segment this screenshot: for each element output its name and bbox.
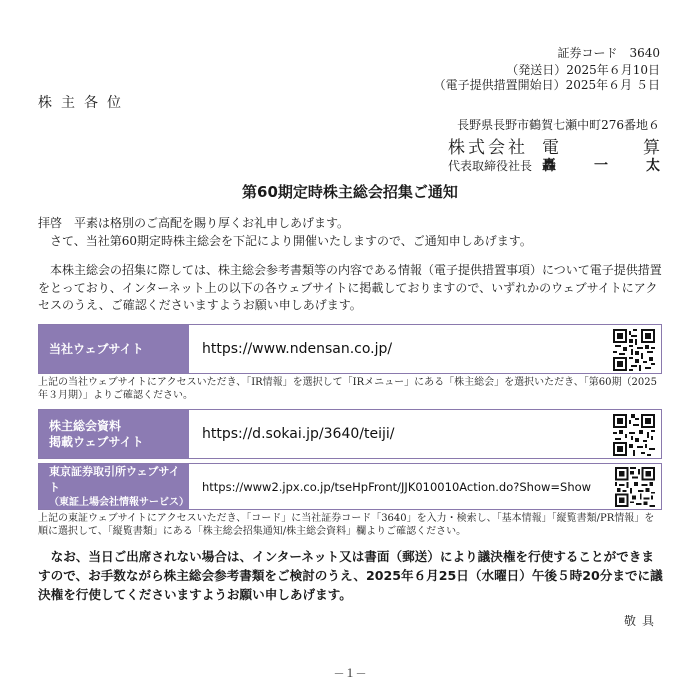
company-website-instructions: 上記の当社ウェブサイトにアクセスいただき、「IR情報」を選択して「IRメニュー」にある「株主総会」を選択いただき、「第60期（2025年３月期）」よりご確認ください。 — [38, 377, 657, 401]
notice-title: 第60期定時株主総会招集ご通知 — [242, 183, 458, 201]
tse-website-instructions: 上記の東証ウェブサイトにアクセスいただき、「コード」に当社証券コード「3640」を入力・検索し、「基本情報」「縦覧書類/PR情報」を順に選択して、「縦覧書類」にある「株主総会招集通知/株主総会資料」欄よりご確認ください。 — [38, 513, 655, 537]
tse-website-url[interactable]: https://www2.jpx.co.jp/tseHpFront/JJK010010Action.do?Show=Show — [202, 479, 592, 494]
meeting-materials-url[interactable]: https://d.sokai.jp/3640/teiji/ — [202, 426, 395, 442]
company-prefix: 株式会社 — [448, 138, 528, 158]
greeting-line: 拝啓 平素は格別のご高配を賜り厚くお礼申しあげます。 — [38, 216, 350, 230]
qr-code-icon — [615, 467, 655, 507]
provision-start-date: （電子提供措置開始日）2025年６月 ５日 — [433, 78, 660, 92]
securities-code: 証券コード 3640 — [557, 46, 660, 60]
addressee: 株主各位 — [38, 95, 130, 111]
president-line — [448, 155, 660, 175]
link-box-meeting-materials — [38, 409, 662, 459]
link-box-company-website — [38, 324, 662, 374]
company-address: 長野県長野市鶴賀七瀬中町276番地６ — [457, 118, 660, 132]
company-website-url[interactable]: https://www.ndensan.co.jp/ — [202, 341, 393, 357]
link-label-company-website: 当社ウェブサイト — [39, 325, 189, 373]
president-title: 代表取締役社長 — [447, 159, 532, 173]
electronic-provision-paragraph: 本株主総会の招集に際しては、株主総会参考書類等の内容である情報（電子提供措置事項）について電子提供措置をとっており、インターネット上の以下の各ウェブサイトに掲載しておりますので、いずれかのウェブサイトにアクセスのうえ、ご確認くださいますようお願い申しあげます。 — [38, 263, 662, 312]
qr-code-icon — [613, 329, 655, 371]
link-label-meeting-materials: 株主総会資料 掲載ウェブサイト — [39, 410, 189, 458]
president-name: 轟一太 — [542, 158, 660, 174]
voting-paragraph: なお、当日ご出席されない場合は、インターネット又は書面（郵送）により議決権を行使することができますので、お手数ながら株主総会参考書類をご検討のうえ、2025年６月25日（水曜日）午後５時20分までに議決権を行使してくださいますようお願い申しあげます。 — [38, 549, 663, 602]
company-name: 電算 — [542, 138, 660, 158]
page-number: －１－ — [333, 667, 367, 680]
link-label-tse-website: 東京証券取引所ウェブサイト （東証上場会社情報サービス） — [39, 464, 189, 509]
sent-date: （発送日）2025年６月10日 — [506, 63, 660, 77]
closing-phrase: 敬具 — [623, 614, 660, 628]
link-box-tse-website — [38, 463, 662, 510]
qr-code-icon — [613, 414, 655, 456]
announcement-line: さて、当社第60期定時株主総会を下記により開催いたしますので、ご通知申しあげます。 — [38, 234, 532, 248]
